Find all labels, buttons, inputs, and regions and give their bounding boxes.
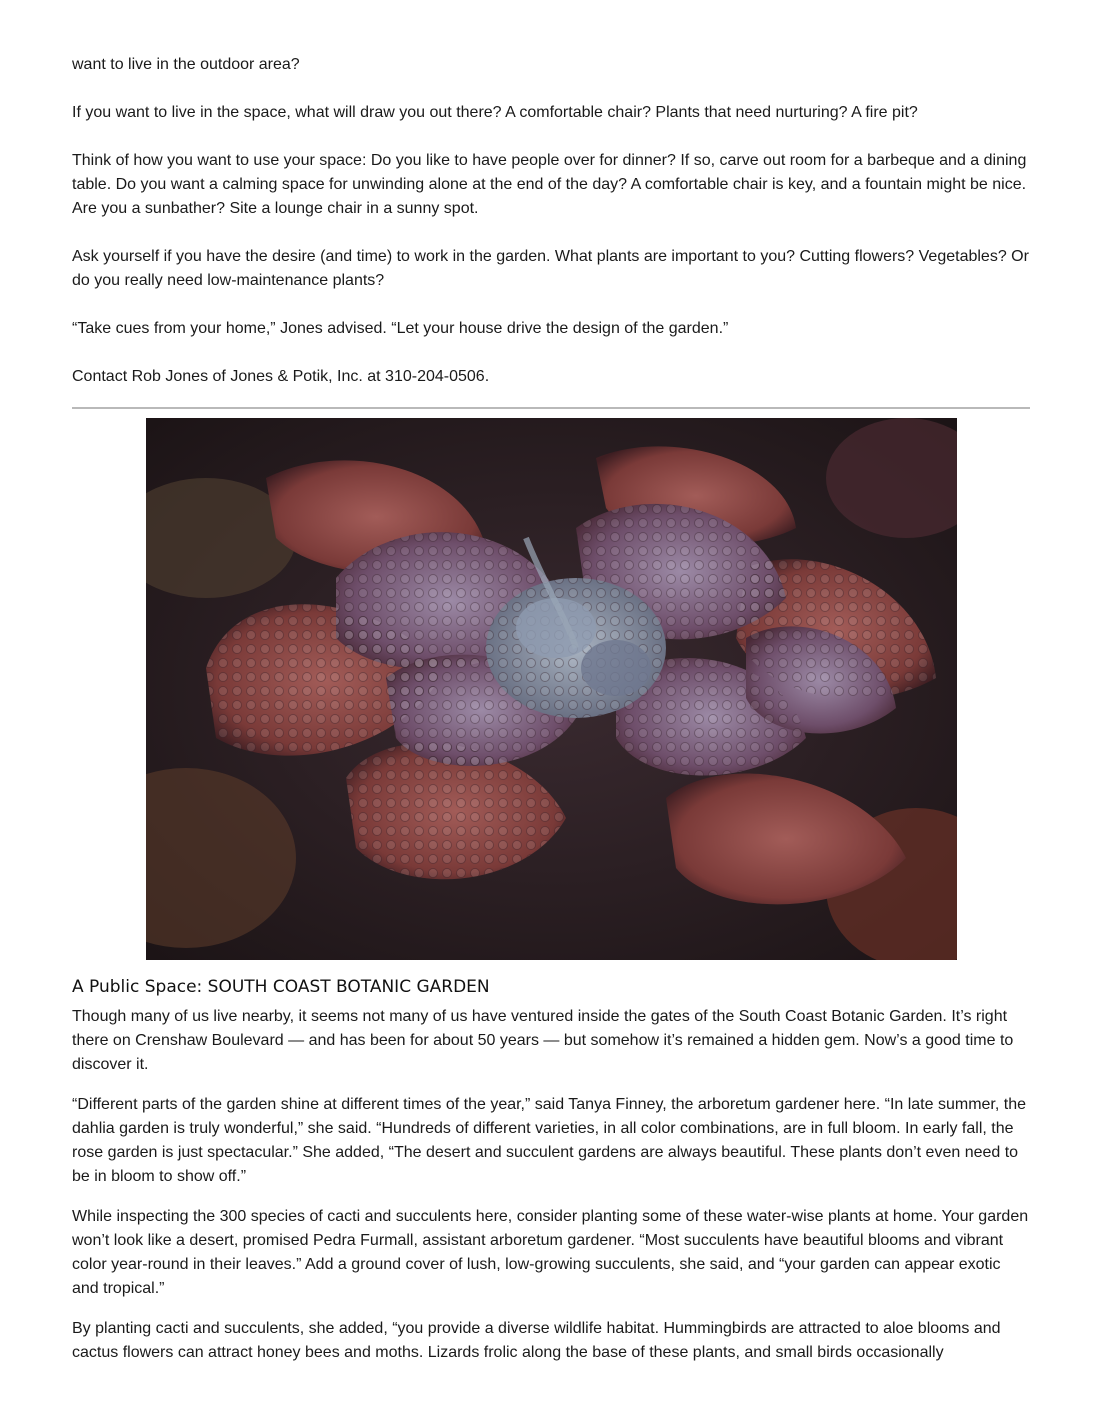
contact-line: Contact Rob Jones of Jones & Potik, Inc. at 310-204-0506. — [72, 368, 490, 385]
intro-text-block — [72, 0, 1030, 389]
botanic-garden-section — [72, 975, 1030, 1381]
intro-paragraph-3: Think of how you want to use your space: Do you like to have people over for dinner? If so, carve out room for a barbeque and a dining table. Do you want a calming space for unwinding alone at the end of the day? A comfortable chair is key, and a fountain might be nice. Are you a sunbather? Site a lounge chair in a sunny spot. — [72, 152, 1027, 217]
article-top — [72, 0, 1030, 389]
intro-paragraph-1: want to live in the outdoor area? — [72, 56, 300, 73]
section-paragraph-3: While inspecting the 300 species of cacti and succulents here, consider planting some of these water-wise plants at home. Your garden won’t look like a desert, promised Pedra Furmall, assistant arboretum gardener. “Most succulents have beautiful blooms and vibrant color year-round in their leaves.” Add a ground cover of lush, low-growing succulents, she said, and “your garden can appear exotic and tropical.” — [72, 1208, 1029, 1297]
section-divider — [72, 407, 1030, 409]
intro-paragraph-5: “Take cues from your home,” Jones advised. “Let your house drive the design of the garden.” — [72, 320, 729, 337]
succulent-photo — [146, 418, 957, 960]
section-paragraph-4: By planting cacti and succulents, she added, “you provide a diverse wildlife habitat. Hummingbirds are attracted to aloe blooms and cactus flowers can attract honey bees and moths. Lizards frolic along the base of these plants, and small birds occasionally — [72, 1320, 1001, 1361]
section-paragraph-2: “Different parts of the garden shine at different times of the year,” said Tanya Finney, the arboretum gardener here. “In late summer, the dahlia garden is truly wonderful,” she said. “Hundreds of different varieties, in all color combinations, are in full bloom. In early fall, the rose garden is just spectacular.” She added, “The desert and succulent gardens are always beautiful. These plants don’t even need to be in bloom to show off.” — [72, 1096, 1026, 1185]
intro-paragraph-2: If you want to live in the space, what will draw you out there? A comfortable chair? Plants that need nurturing? A fire pit? — [72, 104, 918, 121]
section-heading: A Public Space: SOUTH COAST BOTANIC GARDEN — [72, 977, 490, 997]
section-paragraph-1: Though many of us live nearby, it seems not many of us have ventured inside the gates of the South Coast Botanic Garden. It’s right there on Crenshaw Boulevard — and has been for about 50 years — but somehow it’s remained a hidden gem. Now’s a good time to discover it. — [72, 1008, 1014, 1073]
intro-paragraph-4: Ask yourself if you have the desire (and time) to work in the garden. What plants are important to you? Cutting flowers? Vegetables? Or do you really need low-maintenance plants? — [72, 248, 1029, 289]
